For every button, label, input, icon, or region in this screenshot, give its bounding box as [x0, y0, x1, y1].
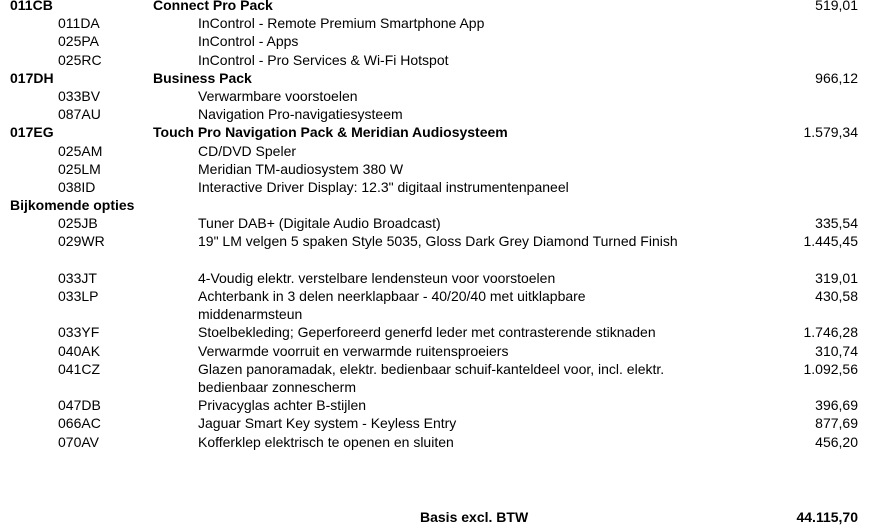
- extra-price: 310,74: [815, 342, 858, 359]
- extra-description: Tuner DAB+ (Digitale Audio Broadcast): [198, 215, 441, 232]
- item-description: InControl - Pro Services & Wi-Fi Hotspot: [198, 51, 449, 68]
- extra-code: 033LP: [58, 288, 99, 305]
- pack-item-row: [0, 87, 872, 105]
- extra-price: 877,69: [815, 415, 858, 432]
- extra-description: Glazen panoramadak, elektr. bedienbaar schuif-kanteldeel voor, incl. elektr. bedienbaar zonnescherm: [198, 360, 665, 395]
- item-code: 038ID: [58, 178, 96, 195]
- item-code: 011DA: [58, 15, 100, 32]
- extra-row: [0, 287, 872, 323]
- item-code: 033BV: [58, 87, 101, 104]
- pack-row: [0, 123, 872, 141]
- extra-code: 066AC: [58, 415, 101, 432]
- item-code: 025PA: [58, 33, 99, 50]
- pack-code: 011CB: [10, 0, 53, 13]
- extra-code: 041CZ: [58, 360, 101, 377]
- pack-item-row: [0, 32, 872, 50]
- item-code: 087AU: [58, 106, 101, 123]
- item-description: InControl - Apps: [198, 33, 299, 50]
- extra-description: Stoelbekleding; Geperforeerd generfd leder met contrasterende stiknaden: [198, 324, 656, 341]
- extra-description: Privacyglas achter B-stijlen: [198, 397, 367, 414]
- total-value: 44.115,70: [796, 509, 858, 525]
- pack-row: [0, 69, 872, 87]
- extra-description: Achterbank in 3 delen neerklapbaar - 40/20/40 met uitklapbare middenarmsteun: [198, 288, 586, 323]
- extra-row: [0, 433, 872, 451]
- extra-row: [0, 342, 872, 360]
- extra-price: 335,54: [815, 215, 858, 232]
- item-description: Verwarmbare voorstoelen: [198, 87, 358, 104]
- extra-price: 1.092,56: [803, 360, 858, 377]
- extra-code: 040AK: [58, 342, 101, 359]
- pack-row: [0, 0, 872, 14]
- pack-price: 1.579,34: [803, 124, 858, 141]
- item-description: Meridian TM-audiosystem 380 W: [198, 160, 404, 177]
- item-description: CD/DVD Speler: [198, 142, 297, 159]
- item-description: Navigation Pro-navigatiesysteem: [198, 106, 403, 123]
- item-code: 025LM: [58, 160, 101, 177]
- extra-description: Jaguar Smart Key system - Keyless Entry: [198, 415, 457, 432]
- extra-code: 025JB: [58, 215, 98, 232]
- extra-row: [0, 414, 872, 432]
- total-label: Basis excl. BTW: [420, 509, 529, 525]
- pack-item-row: [0, 142, 872, 160]
- total-row: [0, 508, 872, 528]
- extra-code: 033YF: [58, 324, 100, 341]
- pack-name: Touch Pro Navigation Pack & Meridian Audiosysteem: [153, 124, 508, 141]
- extra-price: 456,20: [815, 433, 858, 450]
- extra-row: [0, 360, 872, 396]
- extra-row: [0, 232, 872, 268]
- pack-item-row: [0, 105, 872, 123]
- item-description: InControl - Remote Premium Smartphone App: [198, 15, 485, 32]
- extra-row: [0, 323, 872, 341]
- extra-description: Kofferklep elektrisch te openen en sluiten: [198, 433, 454, 450]
- item-description: Interactive Driver Display: 12.3" digitaal instrumentenpaneel: [198, 178, 569, 195]
- extras-heading-row: [0, 196, 872, 214]
- extra-description: 19" LM velgen 5 spaken Style 5035, Gloss Dark Grey Diamond Turned Finish: [198, 233, 678, 250]
- pack-code: 017DH: [10, 69, 54, 86]
- extra-code: 070AV: [58, 433, 99, 450]
- extra-price: 1.746,28: [803, 324, 858, 341]
- pack-code: 017EG: [10, 124, 54, 141]
- pack-item-row: [0, 51, 872, 69]
- extra-code: 029WR: [58, 233, 105, 250]
- pack-item-row: [0, 178, 872, 196]
- extra-row: [0, 269, 872, 287]
- item-code: 025RC: [58, 51, 102, 68]
- item-code: 025AM: [58, 142, 103, 159]
- pack-name: Business Pack: [153, 69, 252, 86]
- extra-price: 1.445,45: [803, 233, 858, 250]
- extras-heading: Bijkomende opties: [10, 197, 135, 214]
- pack-item-row: [0, 160, 872, 178]
- pack-name: Connect Pro Pack: [153, 0, 273, 13]
- extra-code: 047DB: [58, 397, 101, 414]
- extra-description: 4-Voudig elektr. verstelbare lendensteun voor voorstoelen: [198, 269, 556, 286]
- extra-price: 430,58: [815, 288, 858, 305]
- extra-row: [0, 214, 872, 232]
- pack-price: 519,01: [815, 0, 858, 13]
- extra-code: 033JT: [58, 269, 97, 286]
- pack-price: 966,12: [815, 69, 858, 86]
- pack-item-row: [0, 14, 872, 32]
- extra-price: 396,69: [815, 397, 858, 414]
- extra-description: Verwarmde voorruit en verwarmde ruitensproeiers: [198, 342, 509, 359]
- extra-row: [0, 396, 872, 414]
- extra-price: 319,01: [815, 269, 858, 286]
